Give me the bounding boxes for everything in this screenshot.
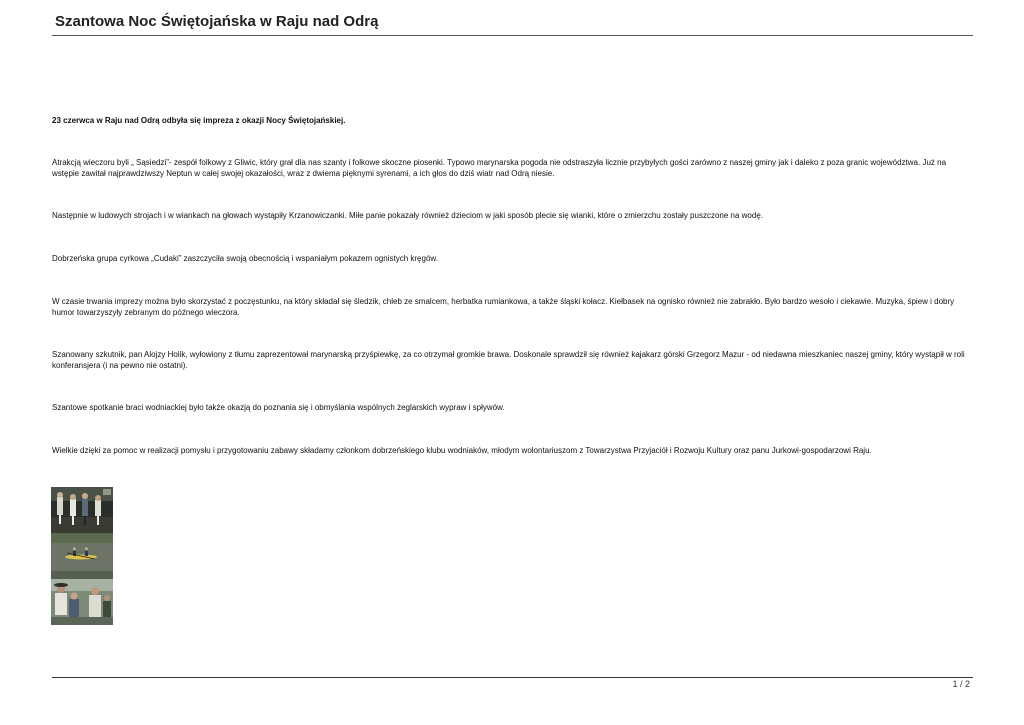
paragraph-2: Następnie w ludowych strojach i w wiankach na głowach wystąpiły Krzanowiczanki. Miłe panie pokazały również dzieciom w jaki sposób plecie się wianki, które o zmierzchu zostały puszczone na wodę. bbox=[52, 211, 763, 220]
page-title: Szantowa Noc Świętojańska w Raju nad Odrą bbox=[55, 13, 379, 30]
paragraph-3: Dobrzeńska grupa cyrkowa „Cudaki” zaszczyciła swoją obecnością i wspaniałym pokazem ognistych kręgów. bbox=[52, 254, 438, 263]
performers-group-photo[interactable] bbox=[51, 579, 113, 625]
canoe-on-river-photo[interactable] bbox=[51, 533, 113, 579]
paragraph-5: Szanowany szkutnik, pan Alojzy Holik, wyłowiony z tłumu zaprezentował marynarską przyśpiewkę, za co otrzymał gromkie brawa. Doskonale sprawdził się również kajakarz górski Grzegorz Mazur - od niedawna mieszkaniec naszej gminy, który wystąpił w roli konferansjera (i na pewno nie ostatni). bbox=[52, 350, 965, 370]
paragraph-7: Wielkie dzięki za pomoc w realizacji pomysłu i przygotowaniu zabawy składamy członkom dobrzeńskiego klubu wodniaków, młodym wolontariuszom z Towarzystwa Przyjaciół i Rozwoju Kultury oraz panu Jurkowi-gospodarzowi Raju. bbox=[52, 446, 872, 455]
article-lead: 23 czerwca w Raju nad Odrą odbyła się impreza z okazji Nocy Świętojańskiej. bbox=[52, 116, 346, 125]
band-on-stage-photo[interactable] bbox=[51, 487, 113, 533]
paragraph-1: Atrakcją wieczoru byli „ Sąsiedzi”- zespół folkowy z Gliwic, który grał dla nas szanty i folkowe skoczne piosenki. Typowo marynarska pogoda nie odstraszyła licznie przybyłych gości zarówno z naszej gminy jak i daleko z poza granic województwa. Już na wstępie zawitał najprawdziwszy Neptun w całej swojej okazałości, wraz z dwiema pięknymi syrenami, a ich głos do dziś wiatr nad Odrą niesie. bbox=[52, 158, 947, 178]
paragraph-4: W czasie trwania imprezy można było skorzystać z poczęstunku, na który składał się śledzik, chleb ze smalcem, herbatka rumiankowa, a także śląski kołacz. Kiełbasek na ognisko również nie zabrakło. Było bardzo wesoło i ciekawie. Muzyka, śpiew i dobry humor towarzyszyły zebranym do późnego wieczora. bbox=[52, 297, 955, 317]
footer-divider bbox=[52, 677, 973, 678]
paragraph-6: Szantowe spotkanie braci wodniackiej było także okazją do poznania się i obmyślania wspólnych żeglarskich wypraw i spływów. bbox=[52, 403, 505, 412]
title-divider bbox=[52, 35, 973, 36]
page-indicator: 1 / 2 bbox=[952, 679, 970, 689]
